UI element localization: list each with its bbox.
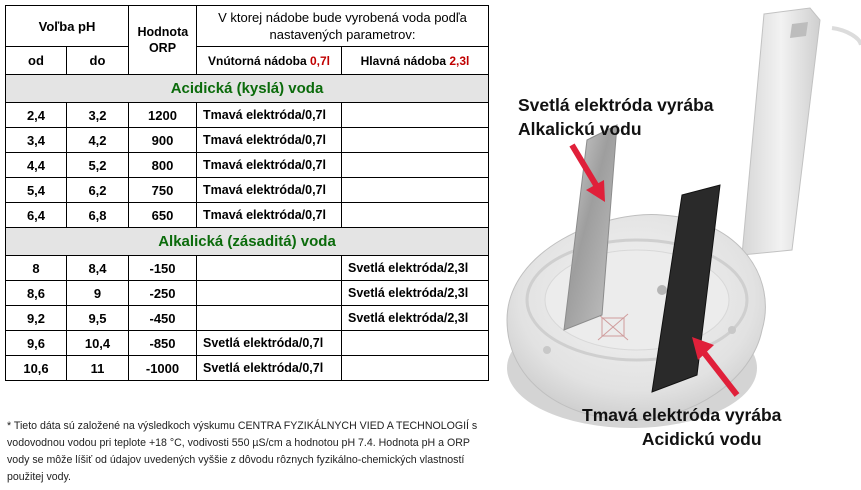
acidic-section-header: Acidická (kyslá) voda bbox=[6, 75, 489, 103]
inner-vessel-label: Vnútorná nádoba bbox=[207, 53, 307, 68]
ph-orp-table bbox=[5, 5, 489, 381]
table-row bbox=[6, 103, 489, 128]
main-vessel-cell: Svetlá elektróda/2,3l bbox=[342, 306, 489, 331]
main-vessel-label: Hlavná nádoba bbox=[360, 53, 446, 68]
table-row bbox=[6, 153, 489, 178]
inner-vessel-cell bbox=[197, 256, 342, 281]
dark-electrode-caption bbox=[582, 403, 781, 451]
table-row bbox=[6, 128, 489, 153]
orp-cell: -450 bbox=[129, 306, 197, 331]
orp-cell: 900 bbox=[129, 128, 197, 153]
orp-cell: 800 bbox=[129, 153, 197, 178]
orp-cell: -150 bbox=[129, 256, 197, 281]
inner-vessel-header bbox=[197, 47, 342, 75]
ph-from-cell: 2,4 bbox=[6, 103, 67, 128]
table-row bbox=[6, 203, 489, 228]
footnote: * Tieto dáta sú založené na výsledkoch výskumu CENTRA FYZIKÁLNYCH VIED A TECHNOLOGIÍ s vodovodnou vodou pri teplote +18 °C, vodivosti 550 µS/cm a hodnotou pH 7.4. Hodnota pH a ORP vody se môže líšiť od údajov uvedených vyššie z dôvodu rôznych fyzikálno-chemických vlastností použitej vody. bbox=[7, 420, 478, 483]
orp-cell: 750 bbox=[129, 178, 197, 203]
main-vessel-cell bbox=[342, 178, 489, 203]
ph-from-cell: 10,6 bbox=[6, 356, 67, 381]
main-vessel-cell bbox=[342, 203, 489, 228]
ph-from-cell: 9,6 bbox=[6, 331, 67, 356]
ph-to-cell: 11 bbox=[67, 356, 129, 381]
inner-vessel-volume: 0,7l bbox=[310, 53, 331, 68]
ph-to-cell: 9 bbox=[67, 281, 129, 306]
main-vessel-cell bbox=[342, 356, 489, 381]
ph-to-cell: 6,8 bbox=[67, 203, 129, 228]
ph-to-cell: 8,4 bbox=[67, 256, 129, 281]
inner-vessel-cell: Tmavá elektróda/0,7l bbox=[197, 153, 342, 178]
orp-header-text: Hodnota ORP bbox=[137, 25, 189, 55]
ph-to-cell: 5,2 bbox=[67, 153, 129, 178]
ph-from-cell: 6,4 bbox=[6, 203, 67, 228]
main-vessel-volume: 2,3l bbox=[449, 53, 470, 68]
ph-from-cell: 8 bbox=[6, 256, 67, 281]
ph-to-cell: 4,2 bbox=[67, 128, 129, 153]
main-vessel-cell bbox=[342, 153, 489, 178]
ph-from-cell: 8,6 bbox=[6, 281, 67, 306]
orp-cell: 650 bbox=[129, 203, 197, 228]
table-row bbox=[6, 281, 489, 306]
inner-vessel-cell: Svetlá elektróda/0,7l bbox=[197, 356, 342, 381]
acidic-rows bbox=[6, 103, 489, 228]
orp-cell: -250 bbox=[129, 281, 197, 306]
ph-to-cell: 10,4 bbox=[67, 331, 129, 356]
alkaline-section-header: Alkalická (zásaditá) voda bbox=[6, 228, 489, 256]
ph-to-cell: 3,2 bbox=[67, 103, 129, 128]
table-row bbox=[6, 306, 489, 331]
dark-caption-line1: Tmavá elektróda vyrába bbox=[582, 405, 782, 425]
inner-vessel-cell bbox=[197, 306, 342, 331]
ph-from-cell: 3,4 bbox=[6, 128, 67, 153]
main-vessel-header bbox=[342, 47, 489, 75]
ph-to-cell: 9,5 bbox=[67, 306, 129, 331]
ph-to-cell: 6,2 bbox=[67, 178, 129, 203]
inner-vessel-cell bbox=[197, 281, 342, 306]
ph-from-cell: 9,2 bbox=[6, 306, 67, 331]
main-vessel-cell bbox=[342, 103, 489, 128]
dark-caption-line2: Acidickú vodu bbox=[641, 429, 762, 449]
ph-select-header: Voľba pH bbox=[6, 6, 129, 47]
inner-vessel-cell: Tmavá elektróda/0,7l bbox=[197, 178, 342, 203]
orp-cell: -1000 bbox=[129, 356, 197, 381]
table-row bbox=[6, 178, 489, 203]
table-row bbox=[6, 331, 489, 356]
inner-vessel-cell: Tmavá elektróda/0,7l bbox=[197, 128, 342, 153]
inner-vessel-cell: Tmavá elektróda/0,7l bbox=[197, 203, 342, 228]
ph-from-cell: 5,4 bbox=[6, 178, 67, 203]
light-caption-line1: Svetlá elektróda vyrába bbox=[518, 95, 714, 115]
light-electrode-caption bbox=[518, 93, 714, 141]
to-header: do bbox=[67, 47, 129, 75]
vessel-question-header: V ktorej nádobe bude vyrobená voda podľa nastavených parametrov: bbox=[197, 6, 489, 47]
main-vessel-cell: Svetlá elektróda/2,3l bbox=[342, 281, 489, 306]
light-caption-line2: Alkalickú vodu bbox=[518, 119, 642, 139]
inner-vessel-cell: Tmavá elektróda/0,7l bbox=[197, 103, 342, 128]
main-vessel-cell bbox=[342, 331, 489, 356]
orp-cell: 1200 bbox=[129, 103, 197, 128]
alkaline-rows bbox=[6, 256, 489, 381]
inner-vessel-cell: Svetlá elektróda/0,7l bbox=[197, 331, 342, 356]
from-header: od bbox=[6, 47, 67, 75]
ph-from-cell: 4,4 bbox=[6, 153, 67, 178]
main-vessel-cell bbox=[342, 128, 489, 153]
table-row bbox=[6, 356, 489, 381]
main-vessel-cell: Svetlá elektróda/2,3l bbox=[342, 256, 489, 281]
orp-header bbox=[129, 6, 197, 75]
table-row bbox=[6, 256, 489, 281]
orp-cell: -850 bbox=[129, 331, 197, 356]
